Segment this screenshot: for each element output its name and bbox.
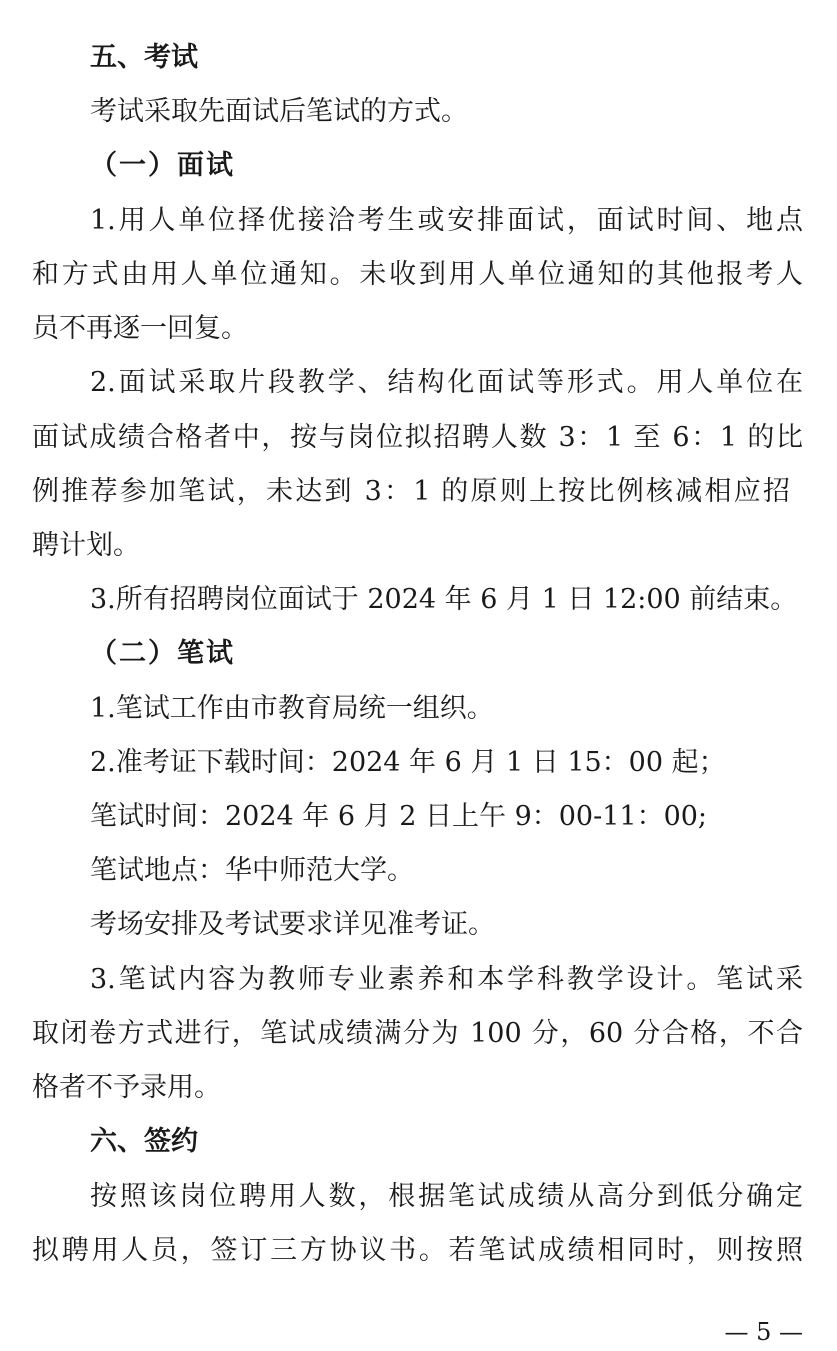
interview-item1-line2: 和方式由用人单位通知。未收到用人单位通知的其他报考人 [32,259,803,290]
written-item3-line3: 格者不予录用。 [32,1072,221,1103]
written-item3-line1: 3.笔试内容为教师专业素养和本学科教学设计。笔试采 [90,964,803,995]
exam-intro: 考试采取先面试后笔试的方式。 [90,96,468,127]
written-item1: 1.笔试工作由市教育局统一组织。 [90,693,494,724]
signing-body-line2: 拟聘用人员，签订三方协议书。若笔试成绩相同时，则按照 [32,1235,803,1266]
interview-item2-line1: 2.面试采取片段教学、结构化面试等形式。用人单位在 [90,367,803,398]
written-exam-time: 笔试时间：2024 年 6 月 2 日上午 9：00-11：00; [90,801,708,832]
interview-item3: 3.所有招聘岗位面试于 2024 年 6 月 1 日 12:00 前结束。 [90,584,798,615]
interview-item1-line3: 员不再逐一回复。 [32,313,248,344]
written-exam-place: 笔试地点：华中师范大学。 [90,855,414,886]
interview-item2-line4: 聘计划。 [32,530,140,561]
interview-item2-line3: 例推荐参加笔试，未达到 3：1 的原则上按比例核减相应招 [32,476,790,507]
interview-item2-line2: 面试成绩合格者中，按与岗位拟招聘人数 3：1 至 6：1 的比 [32,422,803,453]
page-number: — 5 — [724,1318,803,1346]
section-heading-signing: 六、签约 [90,1126,198,1157]
subheading-written: （二）笔试 [90,638,235,669]
written-exam-note: 考场安排及考试要求详见准考证。 [90,909,495,940]
subheading-interview: （一）面试 [90,150,235,181]
written-item3-line2: 取闭卷方式进行，笔试成绩满分为 100 分，60 分合格，不合 [32,1018,803,1049]
signing-body-line1: 按照该岗位聘用人数，根据笔试成绩从高分到低分确定 [90,1181,803,1212]
written-item2: 2.准考证下载时间：2024 年 6 月 1 日 15：00 起； [90,747,726,778]
interview-item1-line1: 1.用人单位择优接洽考生或安排面试，面试时间、地点 [90,205,803,236]
section-heading-exam: 五、考试 [90,42,198,73]
